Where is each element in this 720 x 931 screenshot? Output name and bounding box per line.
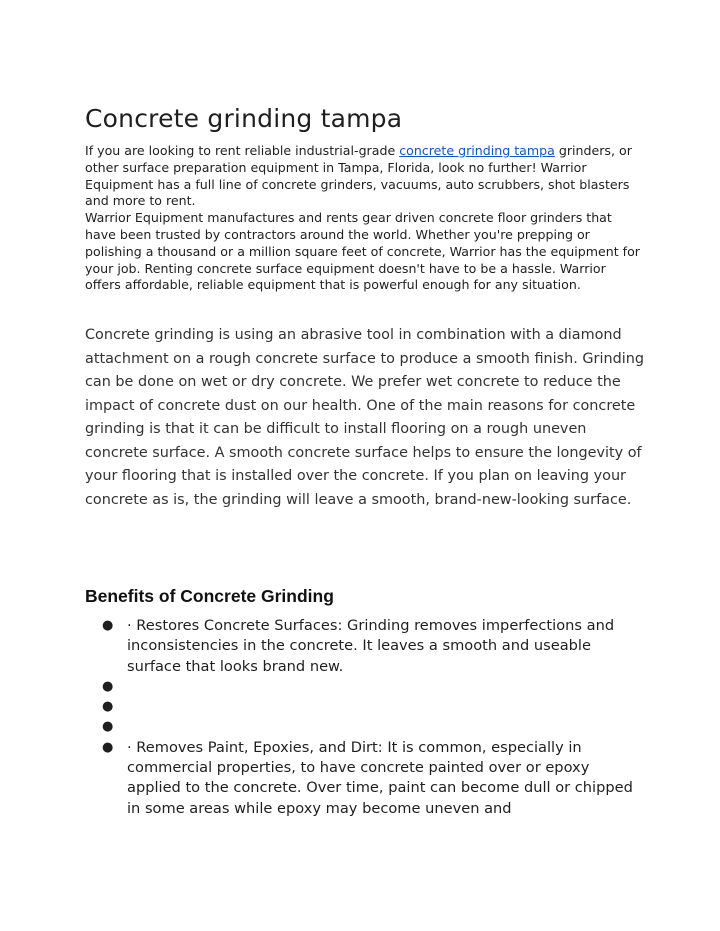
list-item [85,738,645,819]
intro-text-after-link: grinders, or other surface preparation equipment in Tampa, Florida, look no further! Warrior Equipment has a full line of concrete grinders, vacuums, auto scrubbers, shot blasters and more to rent. [85,143,632,209]
intro-section [85,143,645,294]
intro-paragraph-1 [85,143,645,210]
bullet-icon: ● [102,739,114,755]
bullet-icon: ● [102,618,114,633]
bullet-icon: ● [102,678,114,694]
list-item [85,616,645,677]
list-item [85,697,645,717]
body-paragraph: Concrete grinding is using an abrasive tool in combination with a diamond attachment on a rough concrete surface to produce a smooth finish. Grinding can be done on wet or dry concrete. We prefer wet concrete to reduce the impact of concrete dust on our health. One of the main reasons for concrete grinding is that it can be difficult to install flooring on a rough uneven concrete surface. A smooth concrete surface helps to ensure the longevity of your flooring that is installed over the concrete. If you plan on leaving your concrete as is, the grinding will leave a smooth, brand-new-looking surface. [85,327,644,508]
intro-paragraph-2: Warrior Equipment manufactures and rents gear driven concrete floor grinders that have been trusted by contractors around the world. Whether you're prepping or polishing a thousand or a million square feet of concrete, Warrior has the equipment for your job. Renting concrete surface equipment doesn't have to be a hassle. Warrior offers affordable, reliable equipment that is powerful enough for any situation. [85,210,640,293]
page-title: Concrete grinding tampa [85,104,403,133]
list-item-text: · Restores Concrete Surfaces: Grinding removes imperfections and inconsistencies in the concrete. It leaves a smooth and useable surface that looks brand new. [127,617,615,675]
benefits-heading: Benefits of Concrete Grinding [85,586,334,606]
intro-text-before-link: If you are looking to rent reliable industrial-grade [85,143,400,158]
list-item-text: · Removes Paint, Epoxies, and Dirt: It is common, especially in commercial properties, to have concrete painted over or epoxy applied to the concrete. Over time, paint can become dull or chipped in some areas while epoxy may become uneven and [127,738,633,817]
bullet-icon: ● [102,719,114,735]
benefits-list [85,616,645,819]
concrete-grinding-tampa-link[interactable]: concrete grinding tampa [399,143,555,158]
list-item [85,717,645,737]
bullet-icon: ● [102,699,114,715]
list-item [85,677,645,697]
